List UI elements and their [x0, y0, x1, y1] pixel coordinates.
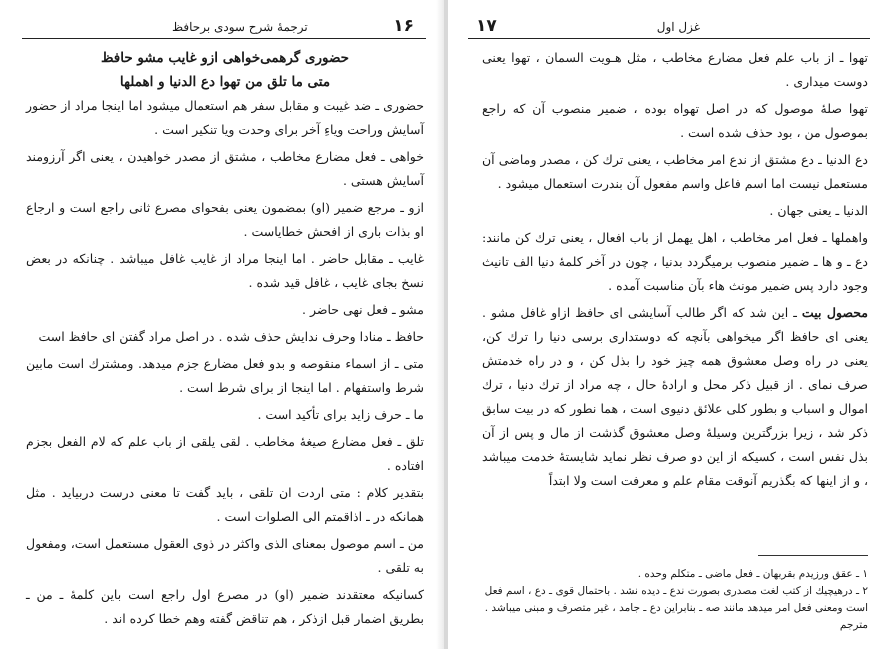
footnote-1: ١ ـ عقق ورزیدم بقربهان ـ فعل ماضی ـ متکلم وحده .	[637, 568, 868, 580]
paragraph: تلق ـ فعل مضارع صیغهٔ مخاطب . لقی یلقی از باب علم که لام الفعل بجزم افتاده .	[26, 434, 424, 473]
header-rule	[468, 38, 870, 39]
page-header	[22, 14, 426, 40]
running-title: ترجمهٔ شرح سودی برحافظ	[172, 20, 308, 34]
footnotes	[482, 566, 868, 634]
footnote-2: ٢ ـ درهیچیك از کتب لغت مصدری بصورت ندع ـ دیده نشد . باحتمال قوی ـ دع ، اسم فعل است ومعنی فعل امر میدهد مانند صه ـ بنابراین دع ـ جامد ، غیر متصرف و مبنی میباشد . مترجم	[484, 585, 868, 631]
paragraph: الدنیا ـ یعنی جهان .	[769, 203, 868, 218]
paragraph: خواهی ـ فعل مضارع مخاطب ، مشتق از مصدر خواهیدن ، یعنی اگر آرزومند آسایش هستی .	[26, 149, 424, 188]
right-page	[446, 0, 892, 649]
paragraph: متی ـ از اسماء منقوصه و بدو فعل مضارع جزم میدهد. ومشترك است مابین شرط واستفهام . اما اینجا از برای شرط است .	[26, 356, 424, 395]
paragraph: ما ـ حرف زاید برای تأکید است .	[257, 407, 424, 422]
page-number: ١۶	[393, 16, 414, 36]
paragraph: ازو ـ مرجع ضمیر (او) بمضمون یعنی بفحوای مصرع ثانی راجع است و ارجاع او بذات باری از افحش خطایاست .	[26, 200, 424, 239]
paragraph: تهوا صلهٔ موصول که در اصل تهواه بوده ، ضمیر منصوب آن که راجع بموصول من ، بود حذف شده است .	[482, 101, 868, 140]
paragraph: مشو ـ فعل نهی حاضر .	[302, 302, 424, 317]
header-rule	[22, 38, 426, 39]
page-body	[26, 46, 424, 634]
page-body	[482, 46, 868, 496]
paragraph: من ـ اسم موصول بمعنای الذی واکثر در ذوی العقول مستعمل است، ومفعول به تلقی .	[26, 536, 424, 575]
verse-heading-1: حضوری گرهمی‌خواهی ازو غایب مشو حافظ	[100, 50, 350, 66]
summary-term: محصول بیت	[801, 305, 869, 320]
paragraph: بتقدیر کلام : متی اردت ان تلقی ، باید گفت تا معنی درست دربیاید . مثل همانکه در ـ اذاقمتم الی الصلوات است .	[26, 485, 424, 524]
running-title: غزل اول	[656, 20, 700, 34]
page-number: ١٧	[476, 16, 497, 36]
footnote-rule	[758, 555, 868, 556]
page-header	[468, 14, 870, 40]
paragraph: واهملها ـ فعل امر مخاطب ، اهل یهمل از باب افعال ، یعنی ترك کن مانند: دع ـ و ها ـ ضمیر منصوب برمیگردد بدنیا ، چون در آخر کلمهٔ دنیا الف تانیث وجود دارد پس ضمیر مونث هاء بآن مناسبت آمده .	[482, 230, 868, 293]
paragraph: حضوری ـ ضد غیبت و مقابل سفر هم استعمال میشود اما اینجا مراد از حضور آسایش وراحت وياءِ آخر براى وحدت ويا تنكير است .	[26, 98, 424, 137]
verse-heading-2: متی ما تلق من تهوا دع الدنیا و اهملها	[119, 74, 331, 90]
paragraph: غایب ـ مقابل حاضر . اما اینجا مراد از غایب غافل میباشد . چنانکه در بعض نسخ بجای غایب ، غافل قید شده .	[26, 251, 424, 290]
summary-paragraph: محصول بیت ـ این شد که اگر طالب آسایشی ای حافظ ازاو غافل مشو . یعنی ای حافظ اگر میخواهی بآنچه که دوستداری برسی دنیا را ترك کن، یعنی در راه وصل معشوق همه چیز خود را بذل کن ، و در راه خدمتش صرف نمای . از قبیل ذکر محل و ارادهٔ حال ، چه مراد از ترك دنیا ، ترك اموال و اسباب و بطور کلی علائق دنیوی است ، هما نطور که در بیت سابق ذکر شد ، زیرا بزرگترین وسیلهٔ وصل معشوق گذشت از مال و پس از آن بذل نفس است ، کسیکه از این دو صرف نظر نماید شایستهٔ خدمت میباشد ، و از اینها که بگذریم آنوقت مقام علم و معرفت است ولا ابتداً	[482, 305, 869, 488]
paragraph: حافظ ـ منادا وحرف ندایش حذف شده . در اصل مراد گفتن ای حافظ است	[38, 329, 424, 344]
paragraph: تهوا ـ از باب علم فعل مضارع مخاطب ، مثل هـویت السمان ، تهوا یعنی دوست میداری .	[482, 50, 868, 89]
paragraph: کسانیکه معتقدند ضمیر (او) در مصرع اول راجع است باین کلمهٔ ـ من ـ بطریق اضمار قبل ازذکر ، هم تناقض گفته وهم خطا کرده اند .	[26, 587, 424, 626]
paragraph: دع الدنیا ـ دع مشتق از ندع امر مخاطب ، یعنی ترك کن ، مصدر وماضی آن مستعمل نیست اما اسم فاعل واسم مفعول آن بندرت استعمال میشود .	[482, 152, 868, 191]
